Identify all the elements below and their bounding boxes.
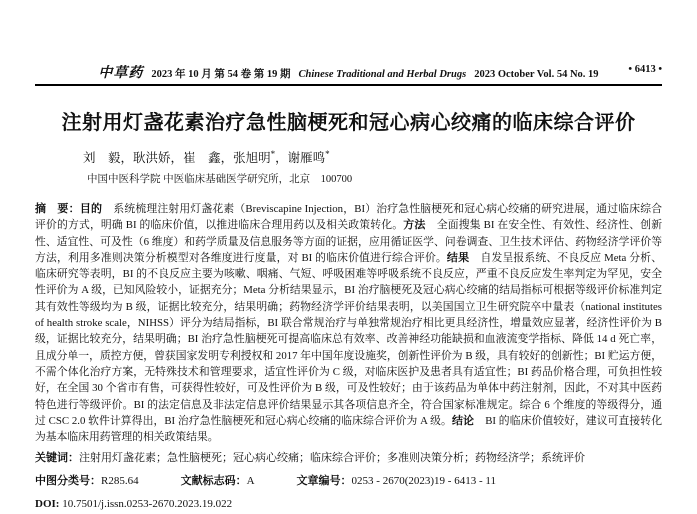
- author-affiliation-marker: *: [270, 148, 276, 159]
- clc-value: R285.64: [101, 475, 139, 488]
- abstract-section-label: 摘 要：: [35, 203, 80, 215]
- keywords-line: [35, 449, 662, 468]
- keywords-value: 注射用灯盏花素；急性脑梗死；冠心病心绞痛；临床综合评价；多准则决策分析；药物经济学；系统评价: [79, 452, 585, 465]
- abstract: [35, 201, 662, 445]
- author-name: 刘 毅: [83, 151, 121, 165]
- author-name: 张旭明: [233, 151, 271, 165]
- abstract-section-label: 目的: [79, 203, 114, 215]
- doc-code-value: A: [246, 475, 255, 488]
- header-issue-en: 2023 October Vol. 54 No. 19: [474, 69, 599, 80]
- page-number: • 6413 •: [628, 64, 662, 75]
- doi-label: DOI:: [35, 498, 63, 511]
- header-rule: [35, 84, 662, 86]
- abstract-text: 全面搜集 BI 在安全性、有效性、经济性、创新性、适宜性、可及性（6 维度）和药学质量及信息服务等方面的证据，应用循证医学、问卷调查、卫生技术评估、药物经济学评价等方法，利用多准则决策分析模型对各维度进行度量，对 BI 的临床价值进行综合评价。: [35, 219, 662, 264]
- abstract-section-label: 方法: [403, 219, 437, 232]
- article-no-label: 文章编号：: [296, 475, 352, 488]
- clc-group: [35, 472, 139, 491]
- keywords-label: 关键词：: [35, 452, 79, 465]
- article-no-group: [297, 472, 496, 491]
- clc-label: 中图分类号：: [35, 475, 101, 488]
- article-no-value: 0253 - 2670(2023)19 - 6413 - 11: [351, 475, 496, 488]
- abstract-text: BI 的临床价值较好，建议可直接转化为基本临床用药管理的相关政策结果。: [35, 414, 662, 444]
- journal-logo: 中草药: [98, 66, 144, 81]
- header-center: [35, 62, 662, 82]
- article-title: 注射用灯盏花素治疗急性脑梗死和冠心病心绞痛的临床综合评价: [61, 112, 636, 134]
- author-affiliation-marker: *: [325, 148, 330, 159]
- doc-code-group: [181, 472, 255, 491]
- abstract-text: 系统梳理注射用灯盏花素（Breviscapine Injection，BI）治疗急性脑梗死和冠心病心绞痛的研究进展，通过临床综合评价的方式，明确 BI 的临床价值，以推进临床合理用药以及相关政策转化。: [35, 203, 663, 232]
- header-issue-cn: 2023 年 10 月 第 54 卷 第 19 期: [151, 69, 291, 80]
- abstract-text: 自发呈报系统、不良反应 Meta 分析、临床研究等表明，BI 的不良反应主要为咳嗽、咽痛、气短、呼吸困难等呼吸系统不良反应，严重不良反应发生率判定为罕见，安全性评价为 A 级，已知风险较小，证据充分；Meta 分析结果显示，BI 治疗脑梗死及冠心病心绞痛的结局指标可根据等级评价标准判定其有效性等级均为 B 级，证据比较充分，结果明确；药物经济学评价结果表明，以美国国立卫生研究院卒中量表（national institutes of health stroke scale，NIHSS）评分为结局指标，BI 联合常规治疗与单独常规治疗相比更具经济性，增量效应显著，经济性评价为 B 级，证据比较充分，结果明确；BI 治疗急性脑梗死可提高临床总有效率、改善神经功能缺损和血液流变学指标、降低 14 d 死亡率，且成分单一，质控方便，曾获国家发明专利授权和 2017 年中国年度设施奖，创新性评价为 B 级，具有较好的创新性；BI 贮运方便，不需个体化治疗方案，无特殊技术和管理要求，适宜性评价为 C 级，对临床医护及患者具有适宜性；BI 药品价格合理，可负担性较好，在全国 30 个省市有售，可获得性较好，可及性评价为 B 级，可及性较好；由于该药品为单体中药注射剂，因此，不对其中医药特色进行等级评价。BI 的法定信息及非法定信息评价结果显示其各项信息齐全，符合国家标准规定。综合 6 个维度的等级得分，通过 CSC 2.0 软件计算得出，BI 治疗急性脑梗死和冠心病心绞痛的临床综合评价为 A 级。: [35, 251, 662, 427]
- affiliation: 中国中医科学院 中医临床基础医学研究所，北京 100700: [87, 174, 353, 185]
- author-name: 崔 鑫: [183, 151, 221, 165]
- header-journal-en: Chinese Traditional and Herbal Drugs: [298, 69, 467, 80]
- author-name: 谢雁鸣: [287, 151, 326, 165]
- classification-line: [35, 472, 662, 491]
- abstract-section-label: 结论: [451, 414, 486, 427]
- authors-line: 刘 毅，耿洪娇，崔 鑫，张旭明*，谢雁鸣*: [83, 148, 330, 165]
- running-header: [35, 62, 662, 81]
- author-name: 耿洪娇: [133, 151, 171, 165]
- abstract-section-label: 结果: [446, 251, 481, 264]
- doi-line: [35, 495, 662, 514]
- doc-code-label: 文献标志码：: [180, 475, 247, 488]
- doi-value: 10.7501/j.issn.0253-2670.2023.19.022: [62, 498, 233, 511]
